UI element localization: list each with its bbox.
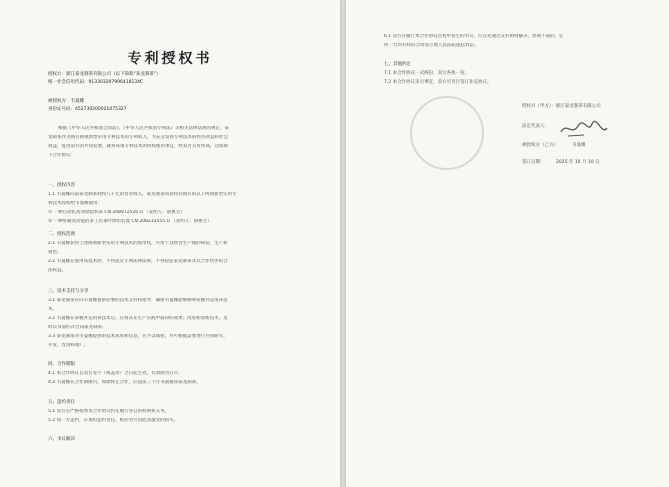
signature-licensee-name: 韦曼娜: [572, 143, 586, 148]
contract-page-right: [346, 0, 669, 487]
section-technical-support-line: 时以书面形式告知泰龙制茶。: [48, 325, 107, 330]
section-term-line: 4.1 本合作协议自双方签字（或盖章）之日起生效，有效期为五年。: [48, 371, 183, 376]
section-authorization-scope-title: 二、授权范围: [48, 232, 75, 237]
other-line: 7.2 本合作协议未尽事宜，双方可另行签订补充协议。: [384, 80, 492, 85]
section-authorization-content-title: 一、授权内容: [48, 183, 75, 188]
section-authorization-scope-line: 销售。: [48, 250, 62, 255]
licensor-name: 授权方：浙江泰龙制茶有限公司（以下简称“泰龙制茶”）: [48, 72, 161, 77]
document-title: 专利授权书: [127, 51, 213, 67]
section-authorization-content-line: 利技术授权给韦曼娜使用：: [48, 201, 102, 206]
dispute-line: 6.1 双方在履行本合作协议过程中发生的争议，应首先通过友好协商解决，协商不成的，任: [384, 34, 564, 39]
section-authorization-scope-line: 2.1 韦曼娜获得上述两项新型实用专利技术的使用权，可用于其经营生产线的研发、生产和: [48, 241, 228, 246]
section-liability-line: 5.2 如一方违约，应承担违约责任，赔偿对方因此而遭受的损失。: [48, 418, 179, 423]
signature-licensee-label: 被授权方（乙方）：: [522, 143, 561, 148]
section-term-line: 4.2 韦曼娜在合作期限内，如欲终止合作，应提前三个月书面通知泰龙制茶。: [48, 380, 201, 385]
section-authorization-content-line: 1.1 韦曼娜向前泰龙制茶授权八千元的营业收入，泰龙制茶同意将其拥有的以下两项新型实用专: [48, 192, 237, 197]
section-term-title: 四、合作期限: [48, 362, 75, 367]
company-seal: [410, 96, 484, 170]
section-authorization-content-line: ① 一种自动化高效揉捻机床 CN 208972526 U （发明人：俞惠芳）: [48, 210, 185, 215]
intro-line: 下合作协议：: [48, 153, 75, 158]
signature-legal-rep-label: 法定代表人：: [522, 124, 549, 129]
dispute-line: 何一方均有权向合同签订地人民法院提起诉讼。: [384, 43, 479, 48]
signature-date-value: 2025 年 10 月 10 日: [556, 160, 600, 165]
section-dispute-title: 六、争议解决: [48, 437, 75, 442]
section-authorization-content-line: ② 一种带输送功能的多工位茶叶烘焙装置 CN 208233555 U （发明人：俞惠芳）: [48, 219, 212, 224]
intro-line: 根据《中华人民共和国合同法》、《中华人民共和国专利法》等相关法律法规的规定，泰: [58, 126, 229, 131]
licensor-credit-code: 统一社会信用代码：91330329799641813XC: [48, 80, 144, 85]
signature-date-label: 签订日期：: [522, 160, 545, 165]
other-line: 7.1 本合作协议一式两份，双方各执一份。: [384, 71, 470, 76]
handwritten-signature: [558, 118, 610, 140]
section-liability-line: 5.1 双方应严格按照本合作协议约定履行各自的权利和义务。: [48, 409, 170, 414]
section-other-title: 七、其他约定: [384, 62, 411, 67]
section-authorization-scope-line: 法权益。: [48, 268, 66, 273]
licensee-name: 被授权方：韦曼娜: [48, 99, 84, 104]
section-technical-support-line: 3.3 泰龙制茶对韦曼娜提供的技术成果和信息，应予以保密，并可根据需要进行共同研究、: [48, 334, 228, 339]
section-technical-support-title: 三、技术支持与分享: [48, 289, 89, 294]
section-technical-support-line: 3.1 泰龙制茶应向韦曼娜提供必要的技术支持和指导，确保韦曼娜能够顺利掌握并运用该技: [48, 298, 228, 303]
section-authorization-scope-line: 2.2 韦曼娜在使用该技术时，不得违反专利法律法规，不得侵犯泰龙制茶及其合作伙伴的合: [48, 259, 228, 264]
intro-line: 效益，促进双方的共同发展，就将该项专利技术的授权使用事宜，经双方友好协商，达成如: [48, 144, 228, 149]
intro-line: 龙制茶作为拥有两项新型实用专利技术的专利权人，为充分发挥专利技术的经济效益和社会: [48, 135, 228, 140]
licensee-id: 身份证号码：452730200021075327: [48, 107, 127, 112]
section-technical-support-line: 开发、改进和推广。: [48, 343, 89, 348]
section-technical-support-line: 术。: [48, 307, 57, 312]
section-liability-title: 五、违约责任: [48, 400, 75, 405]
section-technical-support-line: 3.2 韦曼娜在掌握并运用该技术后，应将其在生产实践中取得的成果、改进和创新技术，及: [48, 316, 228, 321]
signature-licensor: 授权方（甲方）：浙江泰龙制茶有限公司: [522, 104, 601, 109]
